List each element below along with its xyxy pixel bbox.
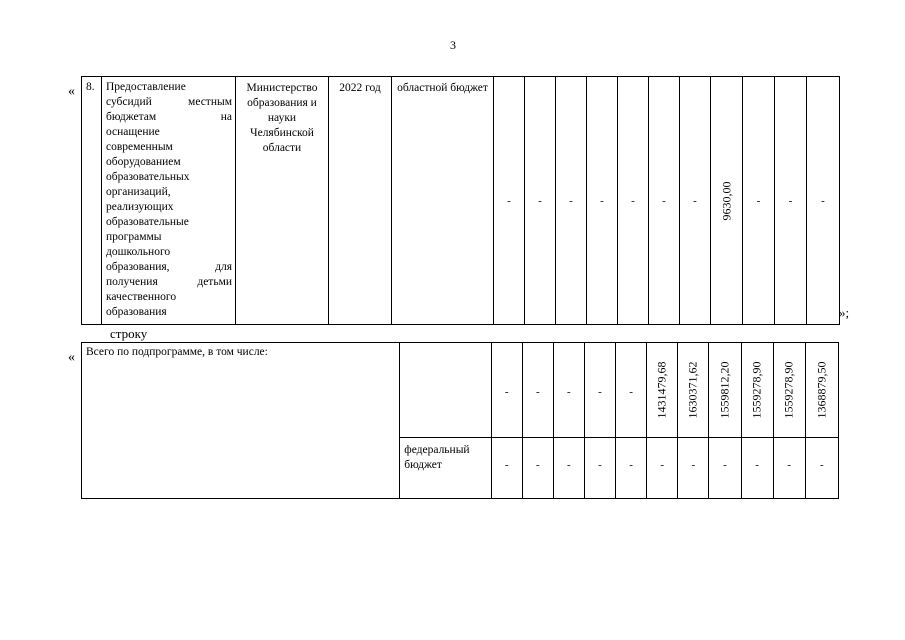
value-cell: -: [649, 77, 680, 325]
federal-value-cell: -: [584, 438, 615, 499]
total-value-cell: -: [553, 343, 584, 438]
desc-line: организаций,: [106, 186, 171, 198]
desc-line: получения детьми: [106, 276, 232, 288]
desc-line: образования, для: [106, 261, 232, 273]
measure-description: [102, 77, 236, 325]
total-value-cell: -: [522, 343, 553, 438]
desc-line: Предоставление: [106, 81, 186, 93]
federal-value-cell: -: [522, 438, 553, 499]
federal-value-cell: -: [805, 438, 838, 499]
total-value-cell: 1559278,90: [741, 343, 773, 438]
federal-value-cell: -: [678, 438, 709, 499]
total-value-cell: -: [491, 343, 522, 438]
total-value-cell: 1431479,68: [647, 343, 678, 438]
value-cell: -: [680, 77, 711, 325]
year-cell: 2022 год: [329, 77, 392, 325]
total-value-cell: 1368879,50: [805, 343, 838, 438]
total-value-cell: -: [584, 343, 615, 438]
total-value-cell: 1630371,62: [678, 343, 709, 438]
federal-value-cell: -: [741, 438, 773, 499]
open-quote-1: «: [68, 84, 75, 99]
total-value-cell: 1559278,90: [773, 343, 805, 438]
executor-cell: Министерство образования и науки Челябинской области: [236, 77, 329, 325]
desc-line: оснащение: [106, 126, 160, 138]
desc-line: образования: [106, 306, 167, 318]
desc-line: современным: [106, 141, 173, 153]
total-value-cell: 1559812,20: [709, 343, 741, 438]
federal-budget-label: федеральный бюджет: [400, 438, 491, 499]
total-source-empty: [400, 343, 491, 438]
desc-line: оборудованием: [106, 156, 181, 168]
row-number: 8.: [82, 77, 102, 325]
open-quote-2: «: [68, 350, 75, 365]
value-cell: -: [525, 77, 556, 325]
program-table-row-8: [81, 76, 840, 325]
desc-line: бюджетам на: [106, 111, 232, 123]
source-cell: областной бюджет: [392, 77, 494, 325]
federal-value-cell: -: [647, 438, 678, 499]
desc-line: субсидий местным: [106, 96, 232, 108]
value-cell: -: [743, 77, 775, 325]
value-cell: -: [618, 77, 649, 325]
desc-line: образовательные: [106, 216, 189, 228]
value-cell: -: [587, 77, 618, 325]
federal-value-cell: -: [773, 438, 805, 499]
desc-line: дошкольного: [106, 246, 171, 258]
closing-mark: »;: [839, 305, 850, 320]
desc-line: образовательных: [106, 171, 190, 183]
page-number: 3: [450, 38, 456, 52]
value-cell: -: [556, 77, 587, 325]
value-cell: 9630,00: [711, 77, 743, 325]
value-cell: -: [775, 77, 807, 325]
total-table: [81, 342, 839, 499]
federal-value-cell: -: [616, 438, 647, 499]
federal-value-cell: -: [491, 438, 522, 499]
value-cell: -: [807, 77, 840, 325]
federal-value-cell: -: [709, 438, 741, 499]
total-value-cell: -: [616, 343, 647, 438]
desc-line: реализующих: [106, 201, 174, 213]
desc-line: программы: [106, 231, 162, 243]
value-cell: -: [494, 77, 525, 325]
stroku-text: строку: [110, 326, 148, 341]
total-label: Всего по подпрограмме, в том числе:: [82, 343, 400, 499]
federal-value-cell: -: [553, 438, 584, 499]
desc-line: качественного: [106, 291, 177, 303]
